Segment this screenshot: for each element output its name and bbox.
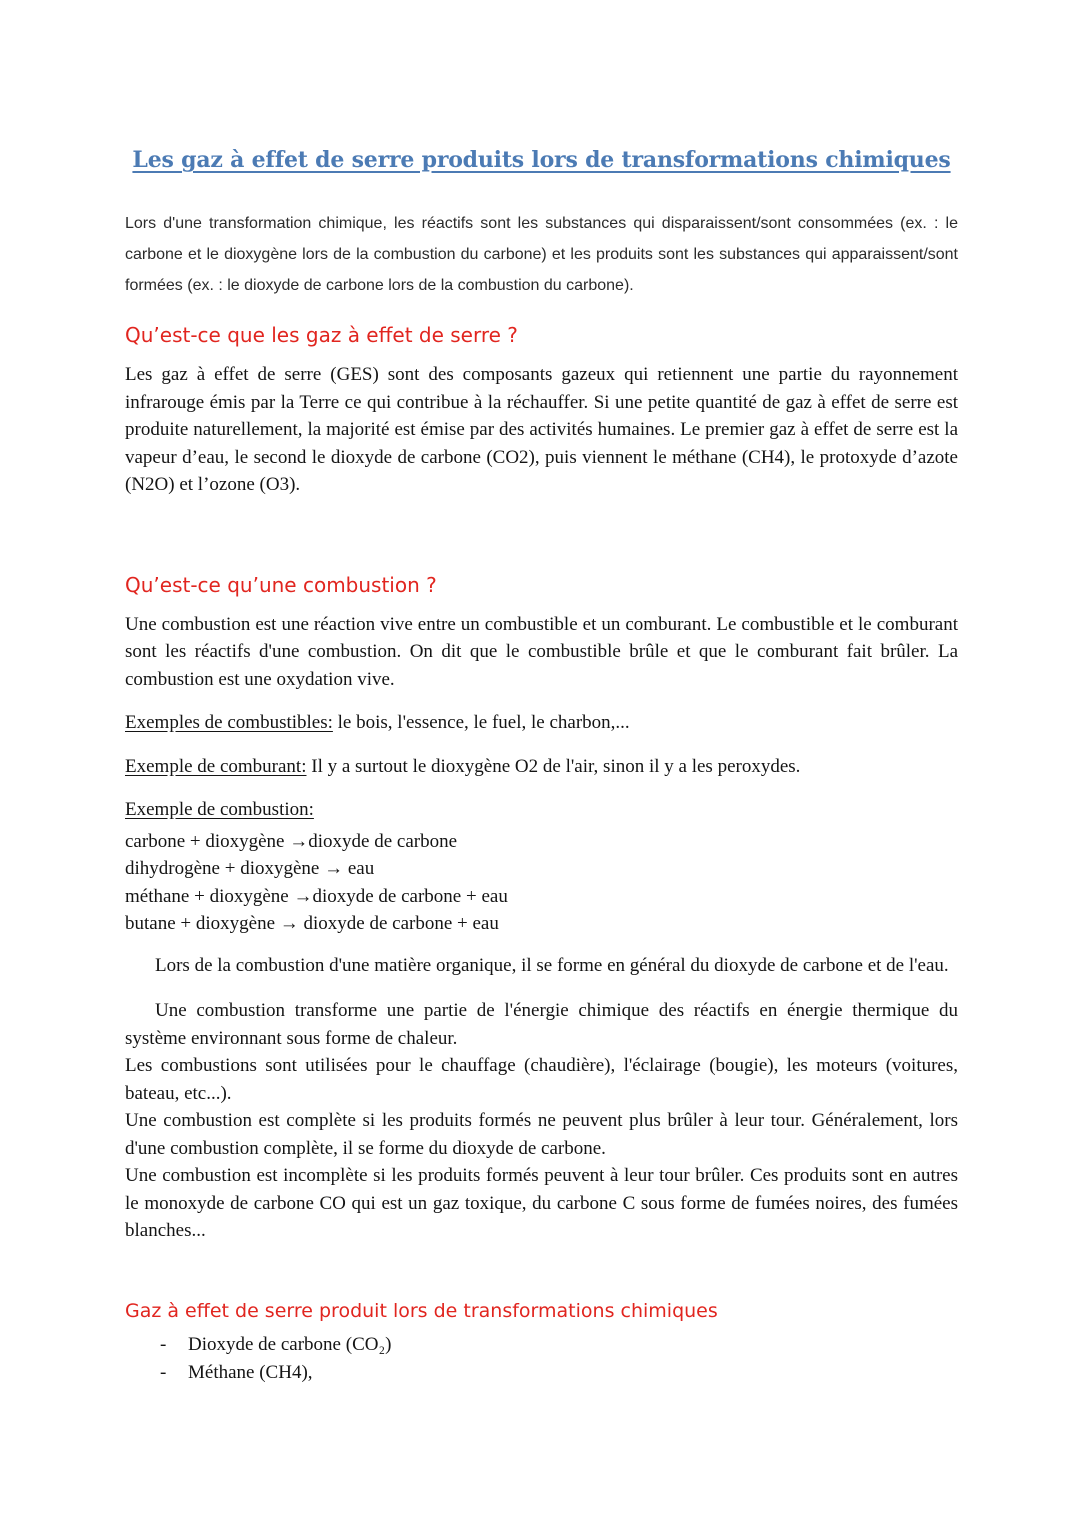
section-heading-combustion: Qu’est-ce qu’une combustion ? <box>125 572 437 597</box>
dash-marker: - <box>160 1333 167 1355</box>
paragraph-matiere-organique: Lors de la combustion d'une matière organique, il se forme en général du dioxyde de carbone et de l'eau. <box>155 954 949 976</box>
gaz-list <box>125 1331 958 1388</box>
example-combustibles-text: le bois, l'essence, le fuel, le charbon,... <box>332 712 630 733</box>
dash-marker: - <box>160 1362 167 1383</box>
paragraph-utilisations: Les combustions sont utilisées pour le chauffage (chaudière), l'éclairage (bougie), les moteurs (voitures, bateau, etc...). <box>125 1055 958 1104</box>
list-item <box>125 1359 958 1388</box>
example-comburant-text: Il y a surtout le dioxygène O2 de l'air, sinon il y a les peroxydes. <box>306 755 801 777</box>
example-comburant <box>125 753 958 781</box>
example-combustibles <box>125 709 958 737</box>
example-combustibles-label: Exemples de combustibles: <box>125 712 333 733</box>
ges-paragraph: Les gaz à effet de serre (GES) sont des composants gazeux qui retiennent une partie du rayonnement infrarouge émis par la Terre ce qui contribue à la réchauffer. Si une petite quantité de gaz à effet de serre est produite naturellement, la majorité est émise par des activités humaines. Le premier gaz à effet de serre est la vapeur d’eau, le second le dioxyde de carbone (CO2), puis viennent le méthane (CH4), le protoxyde d’azote (N2O) et l’ozone (O3). <box>125 364 958 495</box>
example-combustion <box>125 796 958 824</box>
combustion-equations <box>125 828 958 938</box>
list-item <box>125 1331 958 1360</box>
list-item-text: Dioxyde de carbone (CO₂) <box>188 1333 392 1355</box>
equation-methane: méthane + dioxygène →dioxyde de carbone + eau <box>125 885 508 907</box>
page-title: Les gaz à effet de serre produits lors de transformations chimiques <box>132 147 951 173</box>
section-heading-gaz-produits: Gaz à effet de serre produit lors de transformations chimiques <box>125 1299 718 1322</box>
intro-paragraph: Lors d'une transformation chimique, les réactifs sont les substances qui disparaissent/sont consommées (ex. : le carbone et le dioxygène lors de la combustion du carbone) et les produits sont les substances qui apparaissent/sont formées (ex. : le dioxyde de carbone lors de la combustion du carbone). <box>125 215 958 294</box>
example-combustion-label: Exemple de combustion: <box>125 799 314 820</box>
equation-dihydrogene: dihydrogène + dioxygène → eau <box>125 858 375 879</box>
list-item-text: Méthane (CH4), <box>188 1362 313 1383</box>
example-comburant-label: Exemple de comburant: <box>125 755 307 777</box>
paragraph-combustion-incomplete: Une combustion est incomplète si les produits formés peuvent à leur tour brûler. Ces produits sont en autres le monoxyde de carbone CO qui est un gaz toxique, du carbone C sous forme de fumées noires, des fumées blanches... <box>125 1165 958 1241</box>
combustion-paragraph: Une combustion est une réaction vive entre un combustible et un comburant. Le combustible et le comburant sont les réactifs d'une combustion. On dit que le combustible brûle et que le comburant fait brûler. La combustion est une oxydation vive. <box>125 613 958 690</box>
paragraph-energie: Une combustion transforme une partie de l'énergie chimique des réactifs en énergie thermique du système environnant sous forme de chaleur. <box>125 1000 958 1049</box>
equation-carbone: carbone + dioxygène →dioxyde de carbone <box>125 830 458 852</box>
paragraph-combustion-complete: Une combustion est complète si les produits formés ne peuvent plus brûler à leur tour. Généralement, lors d'une combustion complète, il se forme du dioxyde de carbone. <box>125 1110 958 1159</box>
section-heading-ges: Qu’est-ce que les gaz à effet de serre ? <box>125 323 518 347</box>
equation-butane: butane + dioxygène → dioxyde de carbone + eau <box>125 913 499 934</box>
